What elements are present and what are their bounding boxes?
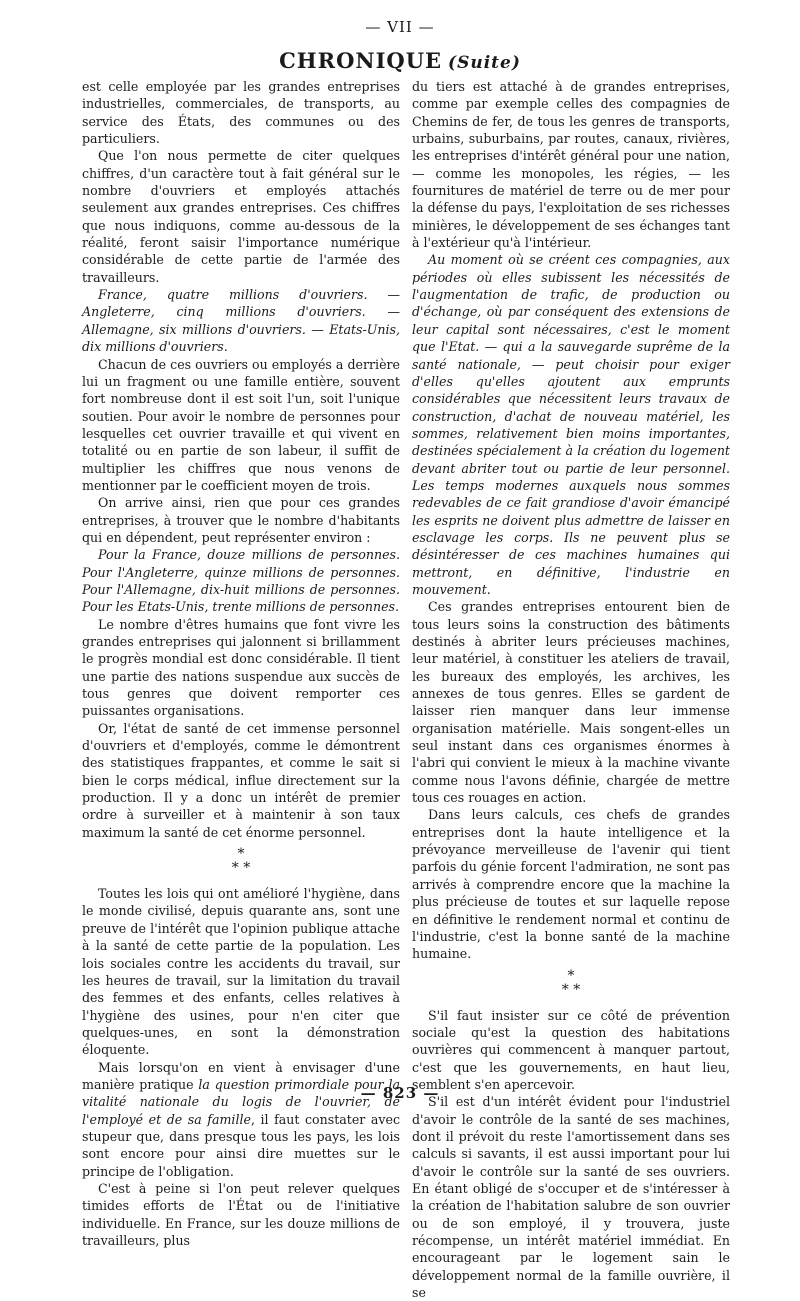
italic-phrase: la question primordiale pour la vitalité nationale du logis de l'ouvrier, de l'employé et de sa famille [82,1076,401,1127]
page-number: — 823 — [360,1084,440,1102]
paragraph: France, quatre millions d'ouvriers. — Angleterre, cinq millions d'ouvriers. — Allemagne, six millions d'ouvriers. — Etats-Unis, dix millions d'ouvriers. [82,287,400,355]
paragraph: S'il faut insister sur ce côté de prévention sociale qu'est la question des habitations ouvrières qui commencent à manquer partout, c'est que les gouvernements, en haut lieu, semblent s'en apercevoir. [412,1007,730,1092]
paragraph: est celle employée par les grandes entreprises industrielles, commerciales, de transports, au service des États, des communes ou des particuliers. [82,79,400,147]
paragraph: C'est à peine si l'on peut relever quelques timides efforts de l'État ou de l'initiative individuelle. En France, sur les douze millions de travailleurs, plus [82,1180,400,1248]
section-title-suffix: (Suite) [448,53,521,73]
paragraph: S'il est d'un intérêt évident pour l'industriel d'avoir le contrôle de la santé de ses machines, dont il prévoit du reste l'amortissement dans ses calculs si savants, il est aussi important pour lui d'avoir le contrôle sur la santé de ses ouvriers. En étant obligé de s'occuper et de s'intéresser à la création de l'habitation salubre de son ouvrier ou de son employé, il y trouvera, juste récompense, un intérêt matériel immédiat. En encourageant par le logement sain le développement normal de la famille ouvrière, il se [412,1094,730,1301]
paragraph: du tiers est attaché à de grandes entreprises, comme par exemple celles des compagnies de Chemins de fer, de tous les genres de transports, urbains, suburbains, par routes, canaux, rivières, les entreprises d'intérêt général pour une nation, — comme les monopoles, les régies, — les fournitures de matériel de terre ou de mer pour la défense du pays, l'exploitation de ses richesses minières, le développement de ses échanges tant à l'extérieur qu'à l'intérieur. [412,79,730,251]
paragraph: Pour la France, douze millions de personnes. Pour l'Angleterre, quinze millions de personnes. Pour l'Allemagne, dix-huit millions de personnes. Pour les Etats-Unis, trente millions de personnes. [82,547,400,615]
section-separator-stars: * * * [561,967,581,998]
paragraph: Que l'on nous permette de citer quelques chiffres, d'un caractère tout à fait général sur le nombre d'ouvriers et employés attachés seulement aux grandes entreprises. Ces chiffres que nous indiquons, comme au-dessous de la réalité, feront saisir l'importance numérique considérable de cette partie de l'armée des travailleurs. [82,148,400,285]
text-run: , il faut constater avec stupeur que, dans presque tous les pays, les lois sont encore pour ainsi dire muettes sur le principe de l'obligation. [82,1111,400,1179]
text-run: Mais lorsqu'on en vient à envisager d'une manière pratique [82,1059,400,1092]
right-column [412,78,730,1301]
paragraph: Dans leurs calculs, ces chefs de grandes entreprises dont la haute intelligence et la prévoyance merveilleuse de l'avenir qui tient parfois du génie forcent l'admiration, ne sont pas arrivés à comprendre encore que la machine la plus précieuse de toutes et sur laquelle repose en définitive le rendement normal et continu de l'industrie, c'est la bonne santé de la machine humaine. [412,807,730,962]
left-column [82,78,400,1249]
paragraph: Or, l'état de santé de cet immense personnel d'ouvriers et d'employés, comme le démontrent des statistiques frappantes, et comme le sait si bien le corps médical, influe directement sur la production. Il y a donc un intérêt de premier ordre à surveiller et à maintenir à son taux maximum la santé de cet énorme personnel. [82,720,400,840]
section-title [0,48,800,73]
paragraph: Le nombre d'êtres humains que font vivre les grandes entreprises qui jalonnent si brillamment le progrès mondial est donc considérable. Il tient une partie des nations suspendue aux succès de tous genres que doivent remporter ces puissantes organisations. [82,616,400,719]
paragraph: Chacun de ces ouvriers ou employés a derrière lui un fragment ou une famille entière, souvent fort nombreuse dont il est soit l'un, soit l'unique soutien. Pour avoir le nombre de personnes pour lesquelles cet ouvrier travaille et qui vivent en totalité ou en partie de son labeur, il suffit de multiplier les chiffres que nous venons de mentionner par le coefficient moyen de trois. [82,356,400,493]
paragraph [82,1059,400,1180]
paragraph: Ces grandes entreprises entourent bien de tous leurs soins la construction des bâtiments destinés à abriter leurs précieuses machines, leur matériel, à constituer les ateliers de travail, les bureaux des employés, les archives, les annexes de tous genres. Elles se gardent de laisser rien manquer dans leur immense organisation matérielle. Mais songent-elles un seul instant dans ces organismes énormes à l'abri qui convient le mieux à la machine vivante comme nous l'avons définie, chargée de mettre tous ces rouages en action. [412,599,730,806]
paragraph: Toutes les lois qui ont amélioré l'hygiène, dans le monde civilisé, depuis quarante ans, sont une preuve de l'intérêt que l'opinion publique attache à la santé de cette partie de la population. Les lois sociales contre les accidents du travail, sur les heures de travail, sur la limitation du travail des femmes et des enfants, celles relatives à l'hygiène des usines, pour n'en citer que quelques-unes, en sont la démonstration éloquente. [82,886,400,1058]
paragraph: On arrive ainsi, rien que pour ces grandes entreprises, à trouver que le nombre d'habitants qui en dépendent, peut représenter environ : [82,495,400,545]
section-title-text: CHRONIQUE [279,48,443,73]
paragraph: Au moment où se créent ces compagnies, aux périodes où elles subissent les nécessités de l'augmentation de trafic, de production ou d'échange, où par conséquent des extensions de leur capital sont nécessaires, c'est le moment que l'Etat. — qui a la sauvegarde suprême de la santé nationale, — peut choisir pour exiger d'elles qu'elles ajoutent aux emprunts considérables que nécessitent leurs travaux de construction, d'achat de nouveau matériel, les sommes, relativement bien moins importantes, destinées spécialement à la création du logement devant abriter tout ou partie de leur personnel. Les temps modernes auxquels nous sommes redevables de ce fait grandiose d'avoir émancipé les esprits ne doivent plus admettre de laisser en esclavage les corps. Ils ne peuvent plus se désintéresser de ces machines humaines qui mettront, en définitive, l'industrie en mouvement. [412,252,730,597]
page-number-roman: — VII — [365,18,435,36]
section-separator-stars: * * * [231,846,251,877]
